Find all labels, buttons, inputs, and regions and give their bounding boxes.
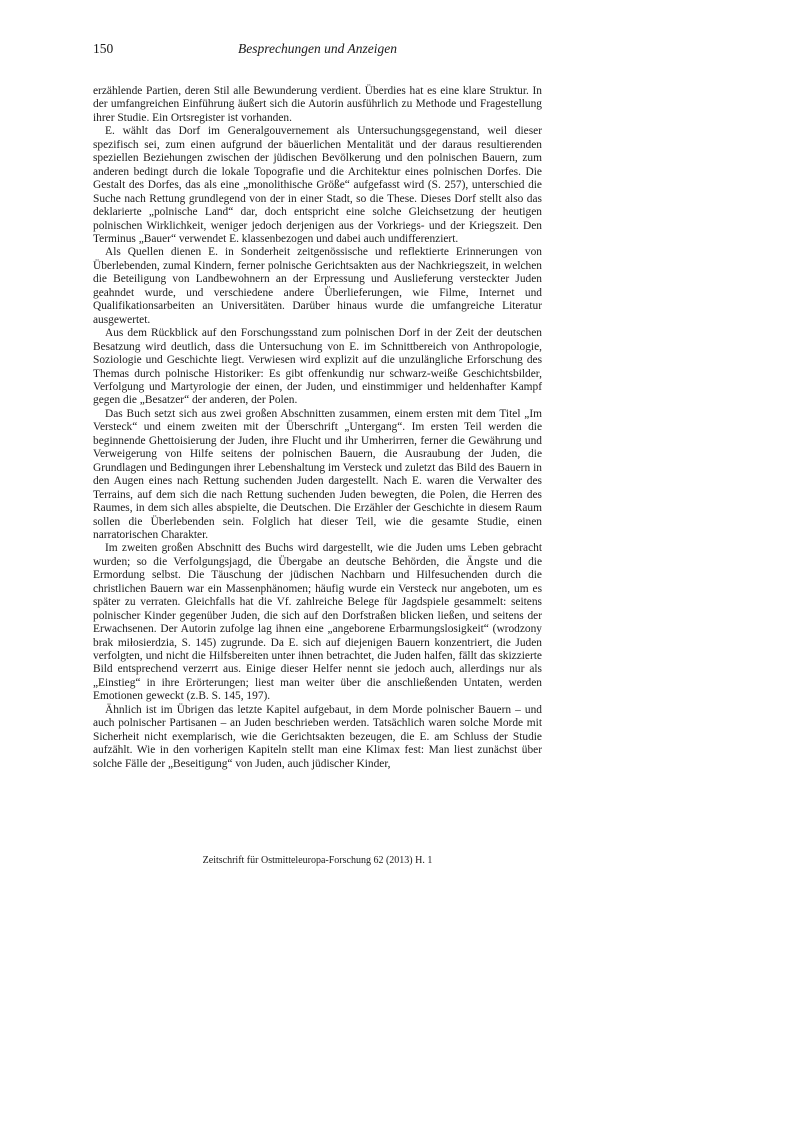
running-head-title: Besprechungen und Anzeigen [238, 41, 397, 56]
paragraph: erzählende Partien, deren Stil alle Bewunderung verdient. Überdies hat es eine klare Struktur. In der umfangreichen Einführung äußert sich die Autorin ausführlich zu Methode und Fragestellung ihrer Studie. Ein Ortsregister ist vorhanden. [93, 85, 542, 124]
page-number: 150 [93, 41, 114, 56]
paragraph: Das Buch setzt sich aus zwei großen Abschnitten zusammen, einem ersten mit dem Titel „Im Versteck“ und einem zweiten mit der Überschrift „Untergang“. Im ersten Teil werden die beginnende Ghettoisierung der Juden, ihre Flucht und ihr Umherirren, ferner die Gewährung und Verweigerung von Hilfe seitens der polnischen Bauern, die Ausraubung der Juden, die Grundlagen und Bedingungen ihrer Lebenshaltung im Versteck und zuletzt das Bild des Bauern in den Augen eines nach Rettung suchenden Juden dargestellt. Nach E. waren die Verwalter des Terrains, auf dem sich die nach Rettung suchenden Juden bewegten, die Polen, die Herren des Raumes, in dem sich alles abspielte, die Deutschen. Die Erzähler der Geschichte in diesem Raum sollen die Überlebenden sein. Folglich hat dieser Teil, wie die gesamte Studie, einen narratorischen Charakter. [93, 407, 542, 541]
paragraph: Als Quellen dienen E. in Sonderheit zeitgenössische und reflektierte Erinnerungen von Überlebenden, zumal Kindern, ferner polnische Gerichtsakten aus der Nachkriegszeit, in welchen die Beteiligung von Landbewohnern an der Erpressung und Auslieferung versteckter Juden geahndet wurde, und verschiedene andere Überlieferungen, wie Filme, Internet und Qualifikationsarbeiten an Universitäten. Darüber hinaus wurde die umfangreiche Literatur ausgewertet. [93, 246, 542, 326]
paragraph: Aus dem Rückblick auf den Forschungsstand zum polnischen Dorf in der Zeit der deutschen Besatzung wird deutlich, dass die Untersuchung von E. im Schnittbereich von Anthropologie, Soziologie und Geschichte liegt. Verwiesen wird explizit auf die unzulängliche Erforschung des Themas durch polnische Historiker: Es gibt offenkundig nur schwarz-weiße Geschichtsbilder, Verfolgung und Martyrologie der einen, der Juden, und einstimmiger und heldenhafter Kampf gegen die „Besatzer“ der anderen, der Polen. [93, 327, 542, 407]
paragraph: Im zweiten großen Abschnitt des Buchs wird dargestellt, wie die Juden ums Leben gebracht wurden; so die Verfolgungsjagd, die Übergabe an deutsche Behörden, die Ängste und die Ermordung selbst. Die Täuschung der jüdischen Nachbarn und Hilfesuchenden durch die christlichen Bauern war ein Massenphänomen; häufig wurde ein Versteck nur angeboten, um es später zu verraten. Gleichfalls hat die Vf. zahlreiche Belege für Jagdspiele gesammelt: seitens polnischer Kinder gegenüber Juden, die sich auf den Dorfstraßen blicken ließen, und seitens der Erwachsenen. Der Autorin zufolge lag ihnen eine „angeborene Erbarmungslosigkeit“ (wrodzony brak miłosierdzia, S. 145) zugrunde. Da E. sich auf diejenigen Bauern konzentriert, die Juden verfolgten, und nicht die Hilfsbereiten unter ihnen betrachtet, die Juden halfen, fällt das skizzierte Bild entsprechend verzerrt aus. Einige dieser Helfer nennt sie jedoch auch, allerdings nur als „Einstieg“ in ihre Erörterungen; liest man weiter über die anschließenden Untaten, werden Emotionen geweckt (z.B. S. 145, 197). [93, 542, 542, 703]
body-text [93, 85, 542, 771]
paragraph: Ähnlich ist im Übrigen das letzte Kapitel aufgebaut, in dem Morde polnischer Bauern – und auch polnischer Partisanen – an Juden beschrieben werden. Tatsächlich waren solche Morde mit Sicherheit nicht exemplarisch, wie die Gerichtsakten bezeugen, die E. am Schluss der Studie aufzählt. Wie in den vorherigen Kapiteln stellt man eine Klimax fest: Man liest zunächst über solche Fälle der „Beseitigung“ von Juden, auch jüdischer Kinder, [93, 703, 542, 770]
running-head [93, 41, 542, 63]
journal-footer: Zeitschrift für Ostmitteleuropa-Forschung 62 (2013) H. 1 [202, 855, 433, 866]
paragraph: E. wählt das Dorf im Generalgouvernement als Untersuchungsgegenstand, weil dieser spezifisch sei, zum einen aufgrund der bäuerlichen Mentalität und der daraus resultierenden speziellen Beziehungen zwischen der jüdischen Bevölkerung und den polnischen Bauern, zum anderen bedingt durch die lokale Topografie und die Architektur eines polnischen Dorfes. Die Gestalt des Dorfes, das als eine „monolithische Größe“ aufgefasst wird (S. 257), unterschied die Suche nach Rettung grundlegend von der in einer Stadt, so die These. Dieses Dorf stellt also das deklarierte „polnische Land“ dar, doch entspricht eine solche Gleichsetzung der heutigen polnischen Wirklichkeit, weniger jedoch derjenigen aus der Vorkriegs- und der Kriegszeit. Den Terminus „Bauer“ verwendet E. klassenbezogen und dabei auch undifferenziert. [93, 125, 542, 245]
